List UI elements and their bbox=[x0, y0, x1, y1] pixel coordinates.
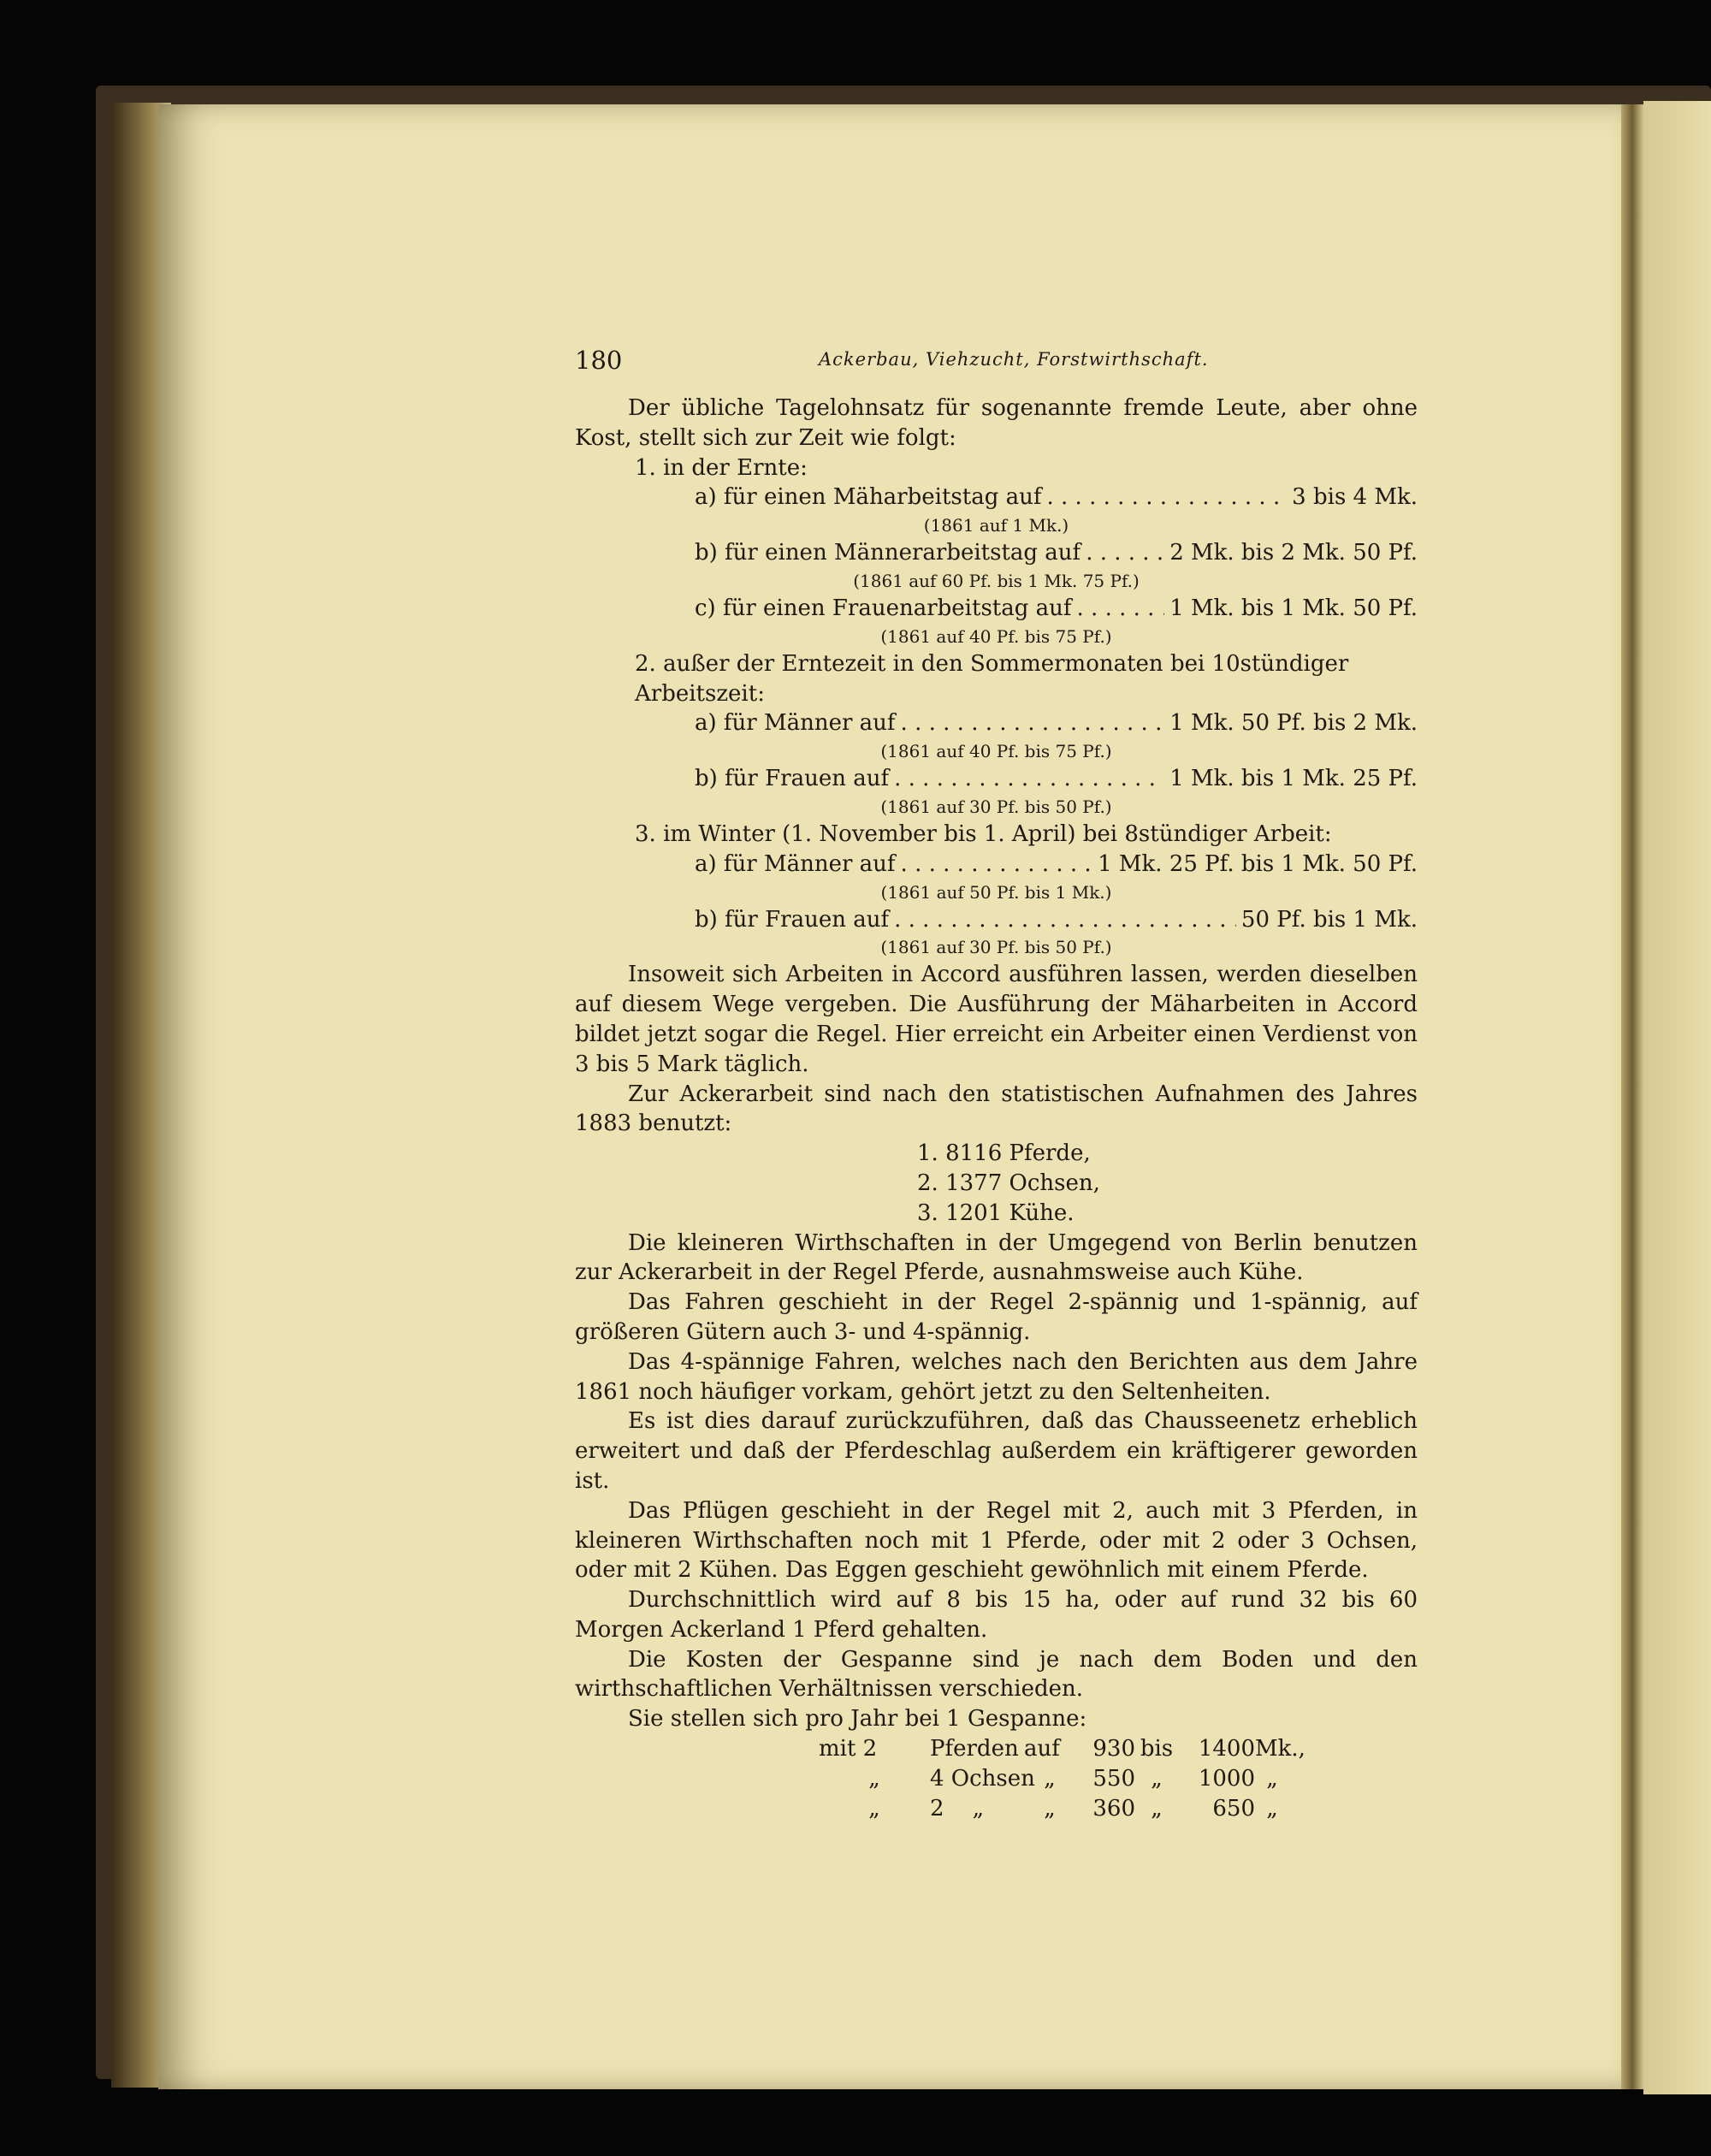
wage-value: 1 Mk. bis 1 Mk. 25 Pf. bbox=[1169, 766, 1418, 792]
cost-row bbox=[575, 1794, 1418, 1824]
body-paragraph: Sie stellen sich pro Jahr bei 1 Gespanne: bbox=[628, 1706, 1087, 1732]
cost-cell: 1400 bbox=[1198, 1736, 1255, 1762]
page-body bbox=[575, 394, 1418, 1823]
running-title: Ackerbau, Viehzucht, Forstwirthschaft. bbox=[819, 349, 1209, 370]
dot-leader bbox=[894, 905, 1236, 935]
dot-leader bbox=[901, 708, 1165, 738]
dot-leader bbox=[901, 850, 1093, 880]
wage-row bbox=[575, 538, 1418, 568]
wage-label: a) für Männer auf bbox=[695, 850, 896, 877]
body-paragraph: Insoweit sich Arbeiten in Accord ausführen lassen, werden dieselben auf diesem Wege vergeben. Die Ausführung der Mäharbeiten in Accord bildet jetzt sogar die Regel. Hier erreicht ein Arbeiter einen Verdienst von 3 bis 5 Mark täglich. bbox=[575, 962, 1418, 1077]
body-paragraph: Durchschnittlich wird auf 8 bis 15 ha, oder auf rund 32 bis 60 Morgen Ackerland 1 Pferd gehalten. bbox=[575, 1587, 1418, 1643]
cost-cell: „ bbox=[1044, 1795, 1056, 1821]
list-item: 3. 1201 Kühe. bbox=[917, 1199, 1075, 1226]
wage-label: b) für einen Männerarbeitstag auf bbox=[695, 540, 1081, 566]
wage-row bbox=[575, 594, 1418, 624]
cost-cell: 1000 bbox=[1198, 1765, 1255, 1792]
cost-cell: 2 „ bbox=[930, 1795, 985, 1821]
dot-leader bbox=[1086, 538, 1164, 568]
page-gutter bbox=[1621, 104, 1643, 2089]
wage-row bbox=[575, 764, 1418, 794]
cost-cell: Pferden bbox=[930, 1736, 1019, 1762]
cost-cell: Mk., bbox=[1255, 1736, 1305, 1762]
list-item: 1. 8116 Pferde, bbox=[917, 1140, 1091, 1167]
wage-label: a) für Männer auf bbox=[695, 710, 896, 737]
body-paragraph: Das Fahren geschieht in der Regel 2-spännig und 1-spännig, auf größeren Gütern auch 3- und 4-spännig. bbox=[575, 1289, 1418, 1345]
cost-cell: „ bbox=[868, 1795, 880, 1821]
section-heading: 1. in der Ernte: bbox=[635, 454, 808, 481]
cost-cell: „ bbox=[1266, 1765, 1278, 1792]
page-number: 180 bbox=[575, 346, 623, 375]
cost-row bbox=[575, 1734, 1418, 1764]
wage-label: b) für Frauen auf bbox=[695, 906, 890, 933]
cost-cell: 550 bbox=[1092, 1765, 1135, 1792]
list-item: 2. 1377 Ochsen, bbox=[917, 1170, 1100, 1196]
wage-value: 1 Mk. bis 1 Mk. 50 Pf. bbox=[1169, 595, 1418, 621]
body-paragraph: Zur Ackerarbeit sind nach den statistischen Aufnahmen des Jahres 1883 benutzt: bbox=[575, 1081, 1418, 1137]
cost-cell: „ bbox=[1044, 1765, 1056, 1792]
section-heading: 2. außer der Erntezeit in den Sommermonaten bei 10stündiger Arbeitszeit: bbox=[635, 650, 1349, 707]
wage-label: a) für einen Mäharbeitstag auf bbox=[695, 484, 1042, 511]
body-paragraph: Das 4-spännige Fahren, welches nach den Berichten aus dem Jahre 1861 noch häufiger vorkam, gehört jetzt zu den Seltenheiten. bbox=[575, 1348, 1418, 1405]
cost-cell: 930 bbox=[1092, 1736, 1135, 1762]
wage-row bbox=[575, 708, 1418, 738]
body-paragraph: Die Kosten der Gespanne sind je nach dem Boden und den wirthschaftlichen Verhältnissen verschieden. bbox=[575, 1646, 1418, 1703]
cost-row bbox=[575, 1764, 1418, 1794]
cost-cell: 650 bbox=[1212, 1795, 1255, 1821]
wage-row bbox=[575, 850, 1418, 880]
wage-value: 1 Mk. 50 Pf. bis 2 Mk. bbox=[1169, 710, 1418, 737]
wage-note-1861: (1861 auf 1 Mk.) bbox=[923, 515, 1069, 536]
cost-cell: auf bbox=[1024, 1736, 1060, 1762]
wage-value: 2 Mk. bis 2 Mk. 50 Pf. bbox=[1169, 540, 1418, 566]
wage-value: 1 Mk. 25 Pf. bis 1 Mk. 50 Pf. bbox=[1098, 850, 1418, 877]
section-heading: 3. im Winter (1. November bis 1. April) bei 8stündiger Arbeit: bbox=[635, 820, 1332, 847]
draft-animal-list bbox=[575, 1139, 1418, 1228]
cost-cell: 360 bbox=[1092, 1795, 1135, 1821]
cost-cell: „ bbox=[868, 1765, 880, 1792]
wage-note-1861: (1861 auf 40 Pf. bis 75 Pf.) bbox=[880, 625, 1112, 647]
cost-cell: „ bbox=[1266, 1795, 1278, 1821]
wage-label: c) für einen Frauenarbeitstag auf bbox=[695, 595, 1072, 621]
wage-label: b) für Frauen auf bbox=[695, 766, 890, 792]
wage-value: 3 bis 4 Mk. bbox=[1292, 484, 1418, 511]
cost-cell: mit 2 bbox=[819, 1736, 878, 1762]
wage-row bbox=[575, 905, 1418, 935]
body-paragraph: Die kleineren Wirthschaften in der Umgegend von Berlin benutzen zur Ackerarbeit in der Regel Pferde, ausnahmsweise auch Kühe. bbox=[575, 1229, 1418, 1286]
body-paragraph: Es ist dies darauf zurückzuführen, daß das Chausseenetz erheblich erweitert und daß der Pferdeschlag außerdem ein kräftigerer geworden ist. bbox=[575, 1408, 1418, 1494]
cost-cell: „ bbox=[1151, 1795, 1163, 1821]
wage-note-1861: (1861 auf 50 Pf. bis 1 Mk.) bbox=[880, 881, 1112, 903]
intro-paragraph: Der übliche Tagelohnsatz für sogenannte fremde Leute, aber ohne Kost, stellt sich zur Zeit wie folgt: bbox=[575, 395, 1418, 451]
wage-row bbox=[575, 483, 1418, 512]
body-paragraph: Das Pflügen geschieht in der Regel mit 2, auch mit 3 Pferden, in kleineren Wirthschaften noch mit 1 Pferde, oder mit 2 oder 3 Ochsen, oder mit 2 Kühen. Das Eggen geschieht gewöhnlich mit einem Pferde. bbox=[575, 1497, 1418, 1584]
dot-leader bbox=[1077, 594, 1165, 624]
wage-note-1861: (1861 auf 30 Pf. bis 50 Pf.) bbox=[880, 796, 1112, 817]
dot-leader bbox=[894, 764, 1164, 794]
page-header bbox=[575, 346, 1418, 383]
wage-value: 50 Pf. bis 1 Mk. bbox=[1240, 906, 1418, 933]
dot-leader bbox=[1046, 483, 1287, 512]
cost-cell: „ bbox=[1151, 1765, 1163, 1792]
wage-note-1861: (1861 auf 60 Pf. bis 1 Mk. 75 Pf.) bbox=[853, 570, 1140, 591]
cost-cell: bis bbox=[1140, 1736, 1174, 1762]
facing-page-edge bbox=[1643, 101, 1711, 2094]
wage-note-1861: (1861 auf 40 Pf. bis 75 Pf.) bbox=[880, 741, 1112, 762]
cost-cell: 4 Ochsen bbox=[930, 1765, 1035, 1792]
wage-note-1861: (1861 auf 30 Pf. bis 50 Pf.) bbox=[880, 937, 1112, 958]
